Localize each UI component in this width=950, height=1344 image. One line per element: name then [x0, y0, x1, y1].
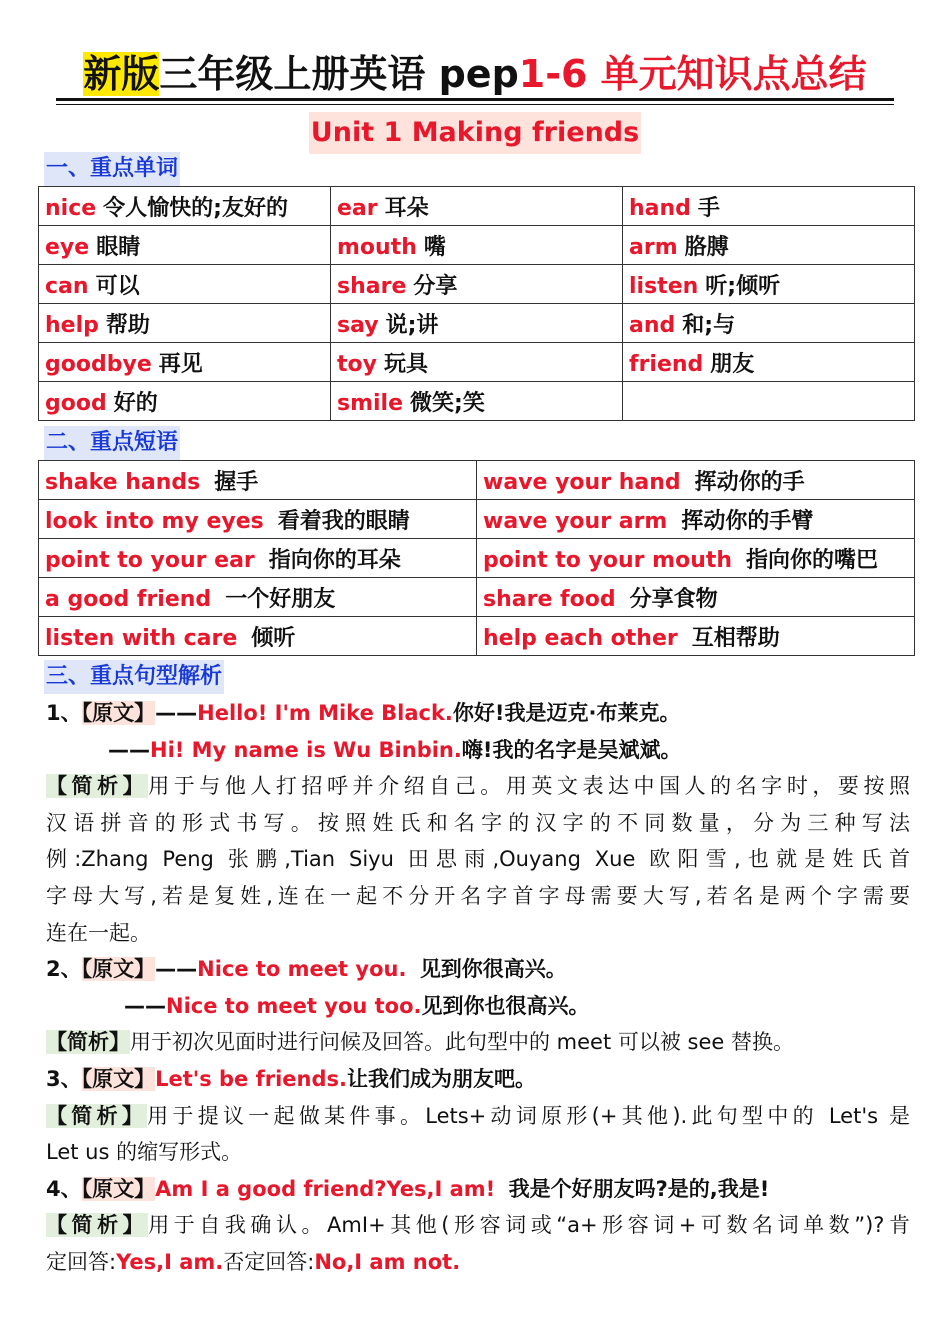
term-zh: 挥动你的手: [694, 469, 805, 495]
term-zh: 倾听: [251, 625, 296, 651]
table-cell: [623, 304, 915, 343]
term-zh: 帮助: [105, 312, 150, 338]
term-en: and: [629, 312, 676, 338]
original-tag: 【原文】: [81, 1066, 156, 1091]
term-en: listen with care: [45, 625, 238, 651]
term-en: mouth: [337, 234, 417, 260]
title-highlight: 新版: [83, 52, 160, 96]
term-en: point to your ear: [45, 547, 255, 573]
s2-original-line: 2、【原文】——Nice to meet you. 见到你很高兴。: [46, 957, 567, 982]
term-en: wave your arm: [483, 508, 668, 534]
term-en: look into my eyes: [45, 508, 264, 534]
term-zh: 分享食物: [629, 586, 718, 612]
term-zh: 朋友: [710, 351, 755, 377]
term-zh: 手: [697, 195, 720, 221]
title-underline-thin: [56, 104, 894, 105]
table-cell: [331, 265, 623, 304]
table-cell: [331, 304, 623, 343]
term-en: listen: [629, 273, 699, 299]
table-cell: [623, 265, 915, 304]
table-cell: [331, 187, 623, 226]
term-en: share: [337, 273, 407, 299]
term-en: arm: [629, 234, 678, 260]
phrases-heading: 二、重点短语: [44, 426, 180, 460]
term-zh: 听;倾听: [705, 273, 781, 299]
original-tag: 【原文】: [81, 1176, 156, 1201]
term-en: toy: [337, 351, 377, 377]
term-en: friend: [629, 351, 704, 377]
s4-analysis-line: 【简析】用于自我确认。AmI+其他(形容词或“a+形容词+可数名词单数”)?肯: [46, 1213, 910, 1238]
title-underline: [56, 98, 894, 101]
term-zh: 再见: [158, 351, 203, 377]
phrases-row: [39, 461, 915, 500]
s3-analysis-line: 【简析】用于提议一起做某件事。Lets+动词原形(+其他).此句型中的 Let's 是: [46, 1103, 910, 1128]
words-row: [39, 265, 915, 304]
term-zh: 好的: [113, 390, 158, 416]
table-cell: [39, 539, 477, 578]
phrases-row: [39, 539, 915, 578]
table-cell: [39, 265, 331, 304]
term-zh: 可以: [95, 273, 140, 299]
table-cell: [623, 343, 915, 382]
table-cell: [39, 617, 477, 656]
term-en: can: [45, 273, 89, 299]
s1-analysis-line: 【简析】用于与他人打招呼并介绍自己。用英文表达中国人的名字时，要按照: [46, 774, 911, 799]
sentence-analysis: 1、【原文】——Hello! I'm Mike Black.你好!我是迈克·布莱克。 ——Hi! My name is Wu Binbin.嗨!我的名字是吴斌斌。 【简析】用于与他人打招呼并介绍自己。用英文表达中国人的名字时，要按照 汉语拼音的形式书写。按照姓氏和名字的汉字的不同数量，分为三种写法 例:Zhang Peng 张鹏,Tian Siyu 田思雨,Ouyang Xue 欧阳雪,也就是姓氏首 字母大写,若是复姓,连在一起不分开名字首字母需要大写,若名是两个字需要 连在一起。 2、【原文】——Nice to meet you. 见到你很高兴。 ——Nice to meet you too.见到你也很高兴。 【简析】用于初次见面时进行问候及回答。此句型中的 meet 可以被 see 替换。 3、【原文】Let's be friends.让我们成为朋友吧。 【简析】用于提议一起做某件事。Lets+动词原形(+其他).此句型中的 Let's 是 Let us 的缩写形式。 4、【原文】Am I a good friend?Yes,I am! 我是个好朋友吗?是的,我是! 【简析】用于自我确认。AmI+其他(形容词或“a+形容词+可数名词单数”)?肯 定回答:Yes,I am.否定回答:No,I am not.: [46, 695, 910, 1281]
page-title: [56, 48, 894, 100]
s1-original-line: 1、【原文】——Hello! I'm Mike Black.你好!我是迈克·布莱克。: [46, 701, 681, 725]
title-main: 三年级上册英语 pep: [159, 52, 519, 96]
term-en: hand: [629, 195, 691, 221]
table-cell: [623, 382, 915, 421]
analysis-tag: 【简析】: [46, 1030, 130, 1055]
term-en: nice: [45, 195, 97, 221]
term-zh: 握手: [214, 469, 259, 495]
table-cell: [39, 578, 477, 617]
term-zh: 嘴: [423, 234, 446, 260]
words-heading: 一、重点单词: [44, 152, 180, 186]
analysis-tag: 【简析】: [46, 1103, 148, 1128]
term-en: say: [337, 312, 379, 338]
term-en: smile: [337, 390, 404, 416]
term-zh: 令人愉快的;友好的: [103, 195, 288, 221]
s3-original-line: 3、【原文】Let's be friends.让我们成为朋友吧。: [46, 1066, 537, 1091]
table-cell: [477, 500, 915, 539]
table-cell: [39, 382, 331, 421]
term-zh: 说;讲: [385, 312, 439, 338]
table-cell: [39, 187, 331, 226]
table-cell: [477, 578, 915, 617]
original-tag: 【原文】: [81, 701, 156, 725]
table-cell: [623, 187, 915, 226]
table-cell: [477, 539, 915, 578]
sentences-heading: 三、重点句型解析: [44, 660, 224, 694]
term-en: wave your hand: [483, 469, 681, 495]
term-en: point to your mouth: [483, 547, 733, 573]
s4-original-line: 4、【原文】Am I a good friend?Yes,I am! 我是个好朋友吗?是的,我是!: [46, 1176, 770, 1201]
term-zh: 挥动你的手臂: [681, 508, 814, 534]
term-zh: 互相帮助: [691, 625, 780, 651]
words-row: [39, 304, 915, 343]
table-cell: [39, 343, 331, 382]
title-red: 1-6 单元知识点总结: [518, 52, 867, 96]
words-table: [38, 186, 915, 421]
table-cell: [39, 304, 331, 343]
original-tag: 【原文】: [81, 957, 156, 982]
table-cell: [39, 500, 477, 539]
table-cell: [331, 343, 623, 382]
table-cell: [331, 382, 623, 421]
table-cell: [39, 226, 331, 265]
words-row: [39, 187, 915, 226]
term-zh: 眼睛: [96, 234, 141, 260]
s2-analysis-line: 【简析】用于初次见面时进行问候及回答。此句型中的 meet 可以被 see 替换。: [46, 1030, 795, 1055]
term-zh: 分享: [413, 273, 458, 299]
term-en: eye: [45, 234, 90, 260]
term-en: good: [45, 390, 107, 416]
term-en: ear: [337, 195, 378, 221]
term-en: help: [45, 312, 99, 338]
term-en: a good friend: [45, 586, 212, 612]
phrases-table: [38, 460, 915, 656]
term-en: help each other: [483, 625, 678, 651]
term-zh: 和;与: [682, 312, 736, 338]
term-zh: 看着我的眼睛: [277, 508, 410, 534]
s1-reply-line: ——Hi! My name is Wu Binbin.嗨!我的名字是吴斌斌。: [108, 737, 682, 762]
s2-reply-line: ——Nice to meet you too.见到你也很高兴。: [124, 993, 590, 1018]
term-en: goodbye: [45, 351, 152, 377]
phrases-row: [39, 500, 915, 539]
term-zh: 指向你的耳朵: [268, 547, 401, 573]
analysis-tag: 【简析】: [46, 774, 149, 799]
term-zh: 微笑;笑: [410, 390, 485, 416]
words-row: [39, 226, 915, 265]
table-cell: [39, 461, 477, 500]
table-cell: [477, 617, 915, 656]
unit-title: Unit 1 Making friends: [0, 112, 950, 154]
words-row: [39, 382, 915, 421]
table-cell: [623, 226, 915, 265]
term-zh: 指向你的嘴巴: [746, 547, 879, 573]
words-row: [39, 343, 915, 382]
term-en: shake hands: [45, 469, 201, 495]
phrases-row: [39, 617, 915, 656]
table-cell: [331, 226, 623, 265]
term-zh: 一个好朋友: [225, 586, 336, 612]
term-en: share food: [483, 586, 616, 612]
phrases-row: [39, 578, 915, 617]
term-zh: 耳朵: [384, 195, 429, 221]
analysis-tag: 【简析】: [46, 1213, 149, 1238]
table-cell: [477, 461, 915, 500]
term-zh: 玩具: [383, 351, 428, 377]
term-zh: 胳膊: [684, 234, 729, 260]
